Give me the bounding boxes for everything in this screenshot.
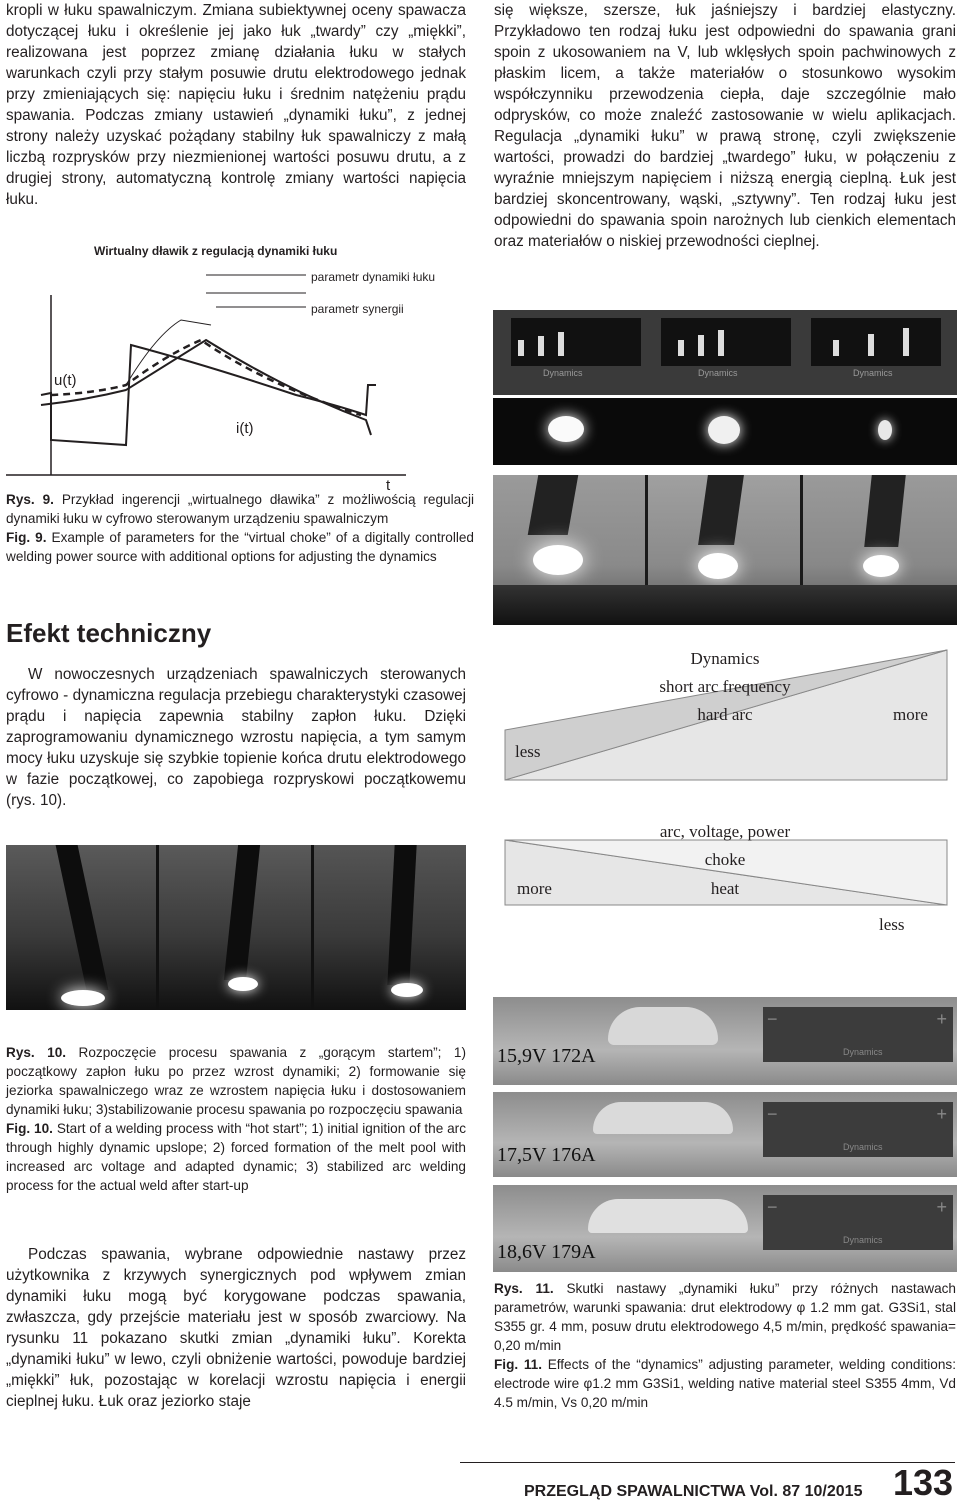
- fig11-row-2-label: 17,5V 176A: [497, 1144, 596, 1166]
- fig9-caption: [6, 490, 474, 566]
- dynamics-less-left: less: [515, 742, 541, 761]
- fig9-label-dynamics-param: parametr dynamiki łuku: [311, 270, 436, 284]
- fig9-photo-panel: [493, 310, 957, 465]
- fig11-row-1-plus: +: [936, 1009, 947, 1029]
- dynamics-display-strip: [493, 310, 957, 395]
- fig10-caption-pl-num: Rys. 10.: [6, 1045, 67, 1060]
- fig11-caption-en: Effects of the “dynamics” adjusting parameter, welding conditions: electrode wire φ1.2 mm G3Si1, welding native material steel S355 4mm, Vd 4.5 m/min, Vs 0,20 m/min: [494, 1357, 956, 1410]
- page-number: 133: [893, 1462, 954, 1503]
- fig9-caption-pl-num: Rys. 9.: [6, 492, 54, 507]
- dynamics-hard-arc: hard arc: [697, 705, 753, 724]
- dynamics-heat: heat: [710, 879, 740, 898]
- footer-journal: [524, 1483, 862, 1501]
- dynamics-display-label-1: Dynamics: [543, 368, 583, 378]
- arc-photos-strip: [493, 398, 957, 465]
- fig11-caption-pl: Skutki nastawy „dynamiki łuku” przy różnych nastawach parametrów, warunki spawania: drut elektrodowy φ 1.2 mm gat. G3Si1, stal S355 gr. 4 mm, posuw drutu elektrodowego 4,5 m/min, prędkość spawania= 0,20 m/min: [494, 1281, 956, 1353]
- dynamics-display-label-3: Dynamics: [853, 368, 893, 378]
- dynamics-less-right: less: [879, 915, 905, 934]
- dynamics-effects-diagram: [495, 640, 957, 945]
- fig9-label-synergy-param: parametr synergii: [311, 302, 404, 316]
- fig11-row-1-mark: Dynamics: [843, 1047, 883, 1057]
- fig10-caption-en: Start of a welding process with “hot start”; 1) initial ignition of the arc through highly dynamic upslope; 2) forced formation of the melt pool with increased arc voltage and adapted dynamic; 3) stabilized arc welding process for the actual weld after start-up: [6, 1121, 467, 1193]
- fig9-dashed-curve: [51, 340, 361, 415]
- left-column-top-text: kropli w łuku spawalniczym. Zmiana subiektywnej oceny spawacza dotyczącej łuku i określenie jej jako łuk „twardy” czy „miękki”, realizowana jest poprzez zmianę działania łuku w stałych warunkach czyli przy stałym posuwie drutu elektrodowego jednak przy zmieniających się: napięciu łuku i średnim natężeniu prądu spawania. Podczas zmiany ustawień „dynamiki łuku”, z jednej strony należy uzyskać pożądany stabilny łuk spawalniczy z małą liczbą rozprysków przy niezmienionej wartości posuwu drutu, a z drugiej strony, automatyczną kontrolę zmiany wartości napięcia łuku.: [6, 2, 466, 208]
- fig9-u-curve: [41, 345, 376, 445]
- fig11-row-2-mark: Dynamics: [843, 1142, 883, 1152]
- fig11-row-1-label: 15,9V 172A: [497, 1045, 596, 1067]
- dynamics-title: Dynamics: [690, 649, 760, 668]
- fig11-row-2: [493, 1092, 957, 1177]
- dynamics-more-left: more: [517, 879, 552, 898]
- fig10-caption-pl: Rozpoczęcie procesu spawania z „gorącym startem”; 1) początkowy zapłon łuku po przez wzrost dynamiki; 2) formowanie się jeziorka spawalniczego wraz ze wzrostem napięcia łuku i dostosowaniem dynamiki łuku; 3)stabilizowanie procesu spawania po rozpoczęciu spawania: [6, 1045, 466, 1117]
- fig9-label-t: t: [386, 477, 391, 490]
- fig11-row-3-label: 18,6V 179A: [497, 1241, 596, 1263]
- fig11-row-2-minus: −: [767, 1104, 778, 1124]
- fig11-row-2-plus: +: [936, 1104, 947, 1124]
- welding-torch-photos: [493, 475, 957, 625]
- fig11-row-1: [493, 997, 957, 1085]
- dynamics-choke: choke: [704, 850, 746, 869]
- fig9-label-u: u(t): [54, 372, 77, 389]
- fig9-thin-curve: [126, 320, 211, 385]
- footer-issue: 10/2015: [804, 1483, 863, 1500]
- fig11-caption-en-num: Fig. 11.: [494, 1357, 542, 1372]
- virtual-choke-diagram: [6, 235, 446, 490]
- fig10-caption: [6, 1043, 466, 1195]
- fig11-caption: [494, 1279, 956, 1412]
- left-column-bottom-text: Podczas spawania, wybrane odpowiednie nastawy przez użytkownika z krzywych synergicznych pod wpływem zmian dynamiki łuku mogą być korygowane podczas spawania, zwłaszcza, gdy przejście materiału jest w sposób zwarciowy. Na rysunku 11 pokazano skutki zmian „dynamiki łuku”. Korekta „dynamiki łuku” w lewo, czyli obniżenie wartości, powoduje bardziej „miękki” łuk, pozostając w korelacji wzrostu napięcia i energii cieplnej łuku. Łuk oraz jeziorko staje: [6, 1246, 466, 1410]
- fig9-i-curve: [41, 340, 371, 435]
- footer-rule: [460, 1462, 955, 1463]
- fig9-caption-en-num: Fig. 9.: [6, 530, 47, 545]
- fig11-row-3-mark: Dynamics: [843, 1235, 883, 1245]
- section-paragraph: W nowoczesnych urządzeniach spawalniczych sterowanych cyfrowo - dynamiczna regulacja przebiegu charakterystyki czasowej prądu i napięcia zapewnia stabilny zapłon łuku. Dzięki zaprogramowaniu dynamicznego wzrostu napięcia, a tym samym mocy łuku uzyskuje się szybkie topienie końca drutu elektrodowego w fazie początkowej, co zapobiega rozpryskowi początkowemu (rys. 10).: [6, 666, 466, 809]
- dynamics-more-right: more: [893, 705, 928, 724]
- fig11-row-3-plus: +: [936, 1197, 947, 1217]
- section-heading: Efekt techniczny: [6, 618, 212, 648]
- right-column-top-text: się większe, szersze, łuk jaśniejszy i bardziej elastyczny. Przykładowo ten rodzaj łuku jest odpowiedni do spawania grani spoin z ukosowaniem na V, lub wklęsłych spoin pachwinowych z płaskim licem, a także materiałów o stosunkowo wysokim współczynniku przewodzenia ciepła, daje szczególnie mało odprysków, co może znaleźć zastosowanie w wielu aplikacjach. Regulacja „dynamiki łuku” w prawą stronę, czyli zwiększenie wartości, prowadzi do bardziej „twardego” łuku, w połączeniu z wyraźnie mniejszym napięciem i niższą energią cieplną. Łuk jest bardziej skoncentrowany, wąski, „sztywny”. Ten rodzaj łuku jest odpowiedni do spawania spoin narożnych lub cienkich elementach oraz materiałów o niskiej przewodności cieplnej.: [494, 2, 956, 250]
- dynamics-arc-voltage-power: arc, voltage, power: [659, 822, 791, 841]
- fig9-caption-pl: Przykład ingerencji „wirtualnego dławika” z możliwością regulacji dynamiki łuku w cyfrowo sterowanym urządzeniu spawalniczym: [6, 492, 475, 526]
- fig10-photos: [6, 845, 466, 1010]
- footer-volume: Vol. 87: [749, 1483, 801, 1500]
- fig11-panel: [493, 997, 957, 1272]
- dynamics-short-arc-frequency: short arc frequency: [659, 677, 791, 696]
- fig11-row-3-minus: −: [767, 1197, 778, 1217]
- fig9-label-i: i(t): [236, 420, 254, 437]
- fig11-row-3: [493, 1185, 957, 1272]
- fig11-row-1-minus: −: [767, 1009, 778, 1029]
- fig9-caption-en: Example of parameters for the “virtual choke” of a digitally controlled welding power source with additional options for adjusting the dynamics: [6, 530, 474, 564]
- dynamics-display-label-2: Dynamics: [698, 368, 738, 378]
- fig9-title: Wirtualny dławik z regulacją dynamiki łuku: [94, 244, 338, 258]
- fig10-caption-en-num: Fig. 10.: [6, 1121, 53, 1136]
- footer-journal-name: PRZEGLĄD SPAWALNICTWA: [524, 1483, 746, 1500]
- fig11-caption-pl-num: Rys. 11.: [494, 1281, 554, 1296]
